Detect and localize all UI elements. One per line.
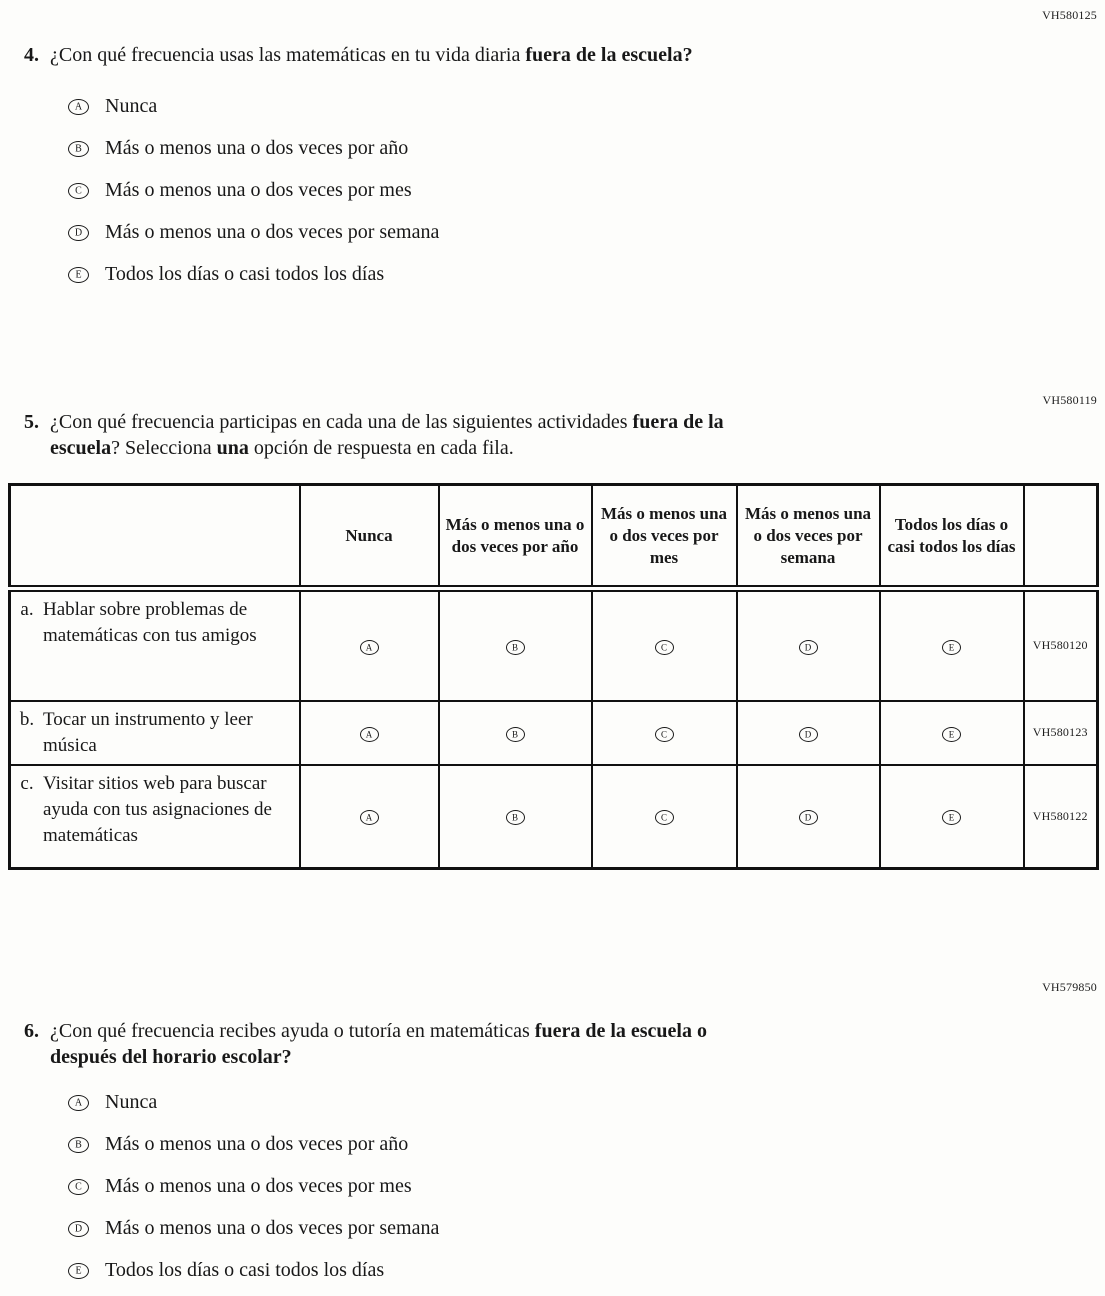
prompt-bold: fuera de la	[632, 411, 724, 433]
table-row-b	[10, 701, 1098, 765]
bubble-letter: D	[74, 227, 83, 238]
row-marker: c.	[20, 772, 34, 794]
bubble-cell-a-B[interactable]	[439, 589, 592, 701]
q6-option-e[interactable]	[68, 1258, 1105, 1283]
question-5-text	[50, 409, 724, 461]
bubble-letter: E	[948, 642, 955, 653]
bubble-cell-c-B[interactable]	[439, 765, 592, 869]
bubble-letter: C	[660, 729, 667, 739]
answer-bubble-a-icon[interactable]	[360, 810, 379, 825]
prompt-bold: escuela	[50, 437, 112, 459]
frequency-matrix-table	[8, 483, 1099, 870]
bubble-letter: B	[75, 1139, 82, 1150]
question-6-prompt	[0, 1018, 1105, 1070]
answer-bubble-e-icon[interactable]	[68, 267, 89, 283]
answer-bubble-c-icon[interactable]	[655, 727, 674, 742]
row-label: Visitar sitios web para buscar ayuda con tus asignaciones de matemáticas	[43, 772, 272, 846]
row-a-item-code: VH580120	[1024, 589, 1098, 701]
answer-bubble-c-icon[interactable]	[68, 1179, 89, 1195]
header-por-ano: Más o menos una o dos veces por año	[439, 485, 592, 589]
bubble-letter: C	[660, 812, 667, 823]
header-por-mes: Más o menos una o dos veces por mes	[592, 485, 737, 589]
row-label: Hablar sobre problemas de matemáticas con tus amigos	[43, 599, 257, 646]
answer-bubble-c-icon[interactable]	[655, 810, 674, 825]
item-code-text: VH580119	[1042, 393, 1097, 407]
q6-option-d[interactable]	[68, 1216, 1105, 1241]
bubble-cell-c-C[interactable]	[592, 765, 737, 869]
bubble-letter: D	[804, 812, 812, 823]
bubble-letter: E	[948, 812, 955, 823]
answer-bubble-e-icon[interactable]	[942, 640, 961, 655]
q6-option-b[interactable]	[68, 1132, 1105, 1157]
prompt-regular: ¿Con qué frecuencia recibes ayuda o tutoría en matemáticas	[50, 1020, 535, 1042]
option-label: Más o menos una o dos veces por año	[105, 137, 409, 159]
option-label: Más o menos una o dos veces por semana	[105, 221, 440, 243]
answer-bubble-b-icon[interactable]	[68, 141, 89, 157]
bubble-cell-c-D[interactable]	[737, 765, 880, 869]
bubble-letter: A	[74, 1097, 83, 1108]
question-5-number: 5.	[24, 411, 39, 433]
bubble-letter: E	[948, 729, 955, 739]
item-code-q6	[0, 980, 1105, 994]
answer-bubble-a-icon[interactable]	[360, 640, 379, 655]
q4-option-b[interactable]	[68, 136, 1105, 161]
bubble-cell-b-D[interactable]	[737, 701, 880, 765]
question-4-text	[50, 42, 693, 68]
table-row-c	[10, 765, 1098, 869]
answer-bubble-e-icon[interactable]	[68, 1263, 89, 1279]
row-marker: a.	[20, 599, 34, 620]
option-label: Nunca	[105, 1091, 158, 1113]
row-label: Tocar un instrumento y leer música	[43, 708, 253, 756]
q6-option-c[interactable]	[68, 1174, 1105, 1199]
header-nunca: Nunca	[300, 485, 439, 589]
q6-option-a[interactable]	[68, 1090, 1105, 1115]
bubble-cell-b-C[interactable]	[592, 701, 737, 765]
bubble-cell-a-C[interactable]	[592, 589, 737, 701]
item-code-q4	[0, 8, 1105, 22]
question-4-options	[0, 94, 1105, 287]
bubble-letter: B	[511, 812, 518, 823]
bubble-letter: D	[804, 642, 812, 653]
prompt-regular: opción de respuesta en cada fila.	[248, 437, 514, 459]
prompt-regular: ? Selecciona	[111, 437, 217, 459]
answer-bubble-b-icon[interactable]	[506, 727, 525, 742]
answer-bubble-d-icon[interactable]	[68, 1221, 89, 1237]
prompt-punctuation: ?	[682, 44, 693, 66]
option-label: Más o menos una o dos veces por mes	[105, 179, 412, 201]
bubble-letter: A	[365, 642, 373, 653]
answer-bubble-e-icon[interactable]	[942, 727, 961, 742]
bubble-cell-b-E[interactable]	[880, 701, 1024, 765]
row-marker: b.	[19, 708, 35, 730]
answer-bubble-d-icon[interactable]	[799, 810, 818, 825]
answer-bubble-a-icon[interactable]	[68, 99, 89, 115]
question-4-prompt	[0, 42, 1105, 68]
answer-bubble-d-icon[interactable]	[68, 225, 89, 241]
bubble-cell-a-D[interactable]	[737, 589, 880, 701]
prompt-punctuation: ?	[281, 1046, 292, 1068]
bubble-letter: B	[75, 143, 82, 154]
bubble-cell-a-E[interactable]	[880, 589, 1024, 701]
bubble-letter: D	[804, 729, 812, 739]
row-c-label-cell	[10, 765, 300, 869]
row-b-label-cell	[10, 701, 300, 765]
bubble-letter: D	[74, 1223, 83, 1234]
question-6-section	[0, 980, 1105, 1283]
answer-bubble-b-icon[interactable]	[68, 1137, 89, 1153]
prompt-bold: fuera de la escuela	[525, 44, 683, 66]
q4-option-e[interactable]	[68, 262, 1105, 287]
option-label: Todos los días o casi todos los días	[105, 263, 385, 285]
item-code-text: VH579850	[1042, 980, 1097, 994]
bubble-letter: A	[74, 101, 83, 112]
prompt-bold: después del horario escolar	[50, 1046, 282, 1068]
q4-option-c[interactable]	[68, 178, 1105, 203]
q4-option-a[interactable]	[68, 94, 1105, 119]
prompt-bold: una	[216, 437, 249, 459]
question-6-options	[0, 1090, 1105, 1283]
bubble-cell-c-E[interactable]	[880, 765, 1024, 869]
option-label: Más o menos una o dos veces por año	[105, 1133, 409, 1155]
question-5-prompt	[0, 409, 1105, 461]
question-4-section	[0, 8, 1105, 287]
question-6-number: 6.	[24, 1020, 39, 1042]
bubble-letter: E	[75, 269, 82, 280]
row-a-label-cell	[10, 589, 300, 701]
prompt-bold: fuera de la escuela o	[534, 1020, 707, 1042]
answer-bubble-c-icon[interactable]	[68, 183, 89, 199]
header-todos-los-dias: Todos los días o casi todos los días	[880, 485, 1024, 589]
question-5-section	[0, 393, 1105, 870]
answer-bubble-a-icon[interactable]	[68, 1095, 89, 1111]
table-row-a	[10, 589, 1098, 701]
bubble-cell-c-A[interactable]	[300, 765, 439, 869]
header-blank-cell	[10, 485, 300, 589]
table-header-row	[10, 485, 1098, 589]
option-label: Todos los días o casi todos los días	[105, 1259, 385, 1281]
item-code-text: VH580125	[1042, 8, 1097, 22]
q4-option-d[interactable]	[68, 220, 1105, 245]
option-label: Nunca	[105, 95, 158, 117]
bubble-letter: E	[75, 1265, 82, 1276]
answer-bubble-a-icon[interactable]	[360, 727, 379, 742]
question-6-text	[50, 1018, 707, 1070]
option-label: Más o menos una o dos veces por mes	[105, 1175, 412, 1197]
question-4-number: 4.	[24, 44, 39, 66]
answer-bubble-d-icon[interactable]	[799, 727, 818, 742]
bubble-letter: C	[75, 185, 82, 196]
bubble-cell-a-A[interactable]	[300, 589, 439, 701]
bubble-letter: B	[511, 729, 518, 739]
bubble-letter: C	[75, 1181, 82, 1192]
bubble-cell-b-B[interactable]	[439, 701, 592, 765]
row-c-item-code: VH580122	[1024, 765, 1098, 869]
prompt-regular: ¿Con qué frecuencia usas las matemáticas en tu vida diaria	[50, 44, 526, 66]
answer-bubble-e-icon[interactable]	[942, 810, 961, 825]
bubble-letter: C	[660, 642, 667, 653]
bubble-letter: B	[511, 642, 518, 653]
item-code-q5	[0, 393, 1105, 407]
bubble-letter: A	[365, 729, 373, 739]
answer-bubble-c-icon[interactable]	[655, 640, 674, 655]
answer-bubble-b-icon[interactable]	[506, 810, 525, 825]
prompt-regular: ¿Con qué frecuencia participas en cada una de las siguientes actividades	[50, 411, 633, 433]
header-por-semana: Más o menos una o dos veces por semana	[737, 485, 880, 589]
bubble-letter: A	[365, 812, 373, 823]
answer-bubble-d-icon[interactable]	[799, 640, 818, 655]
header-code-cell	[1024, 485, 1098, 589]
option-label: Más o menos una o dos veces por semana	[105, 1217, 440, 1239]
row-b-item-code: VH580123	[1024, 701, 1098, 765]
bubble-cell-b-A[interactable]	[300, 701, 439, 765]
answer-bubble-b-icon[interactable]	[506, 640, 525, 655]
